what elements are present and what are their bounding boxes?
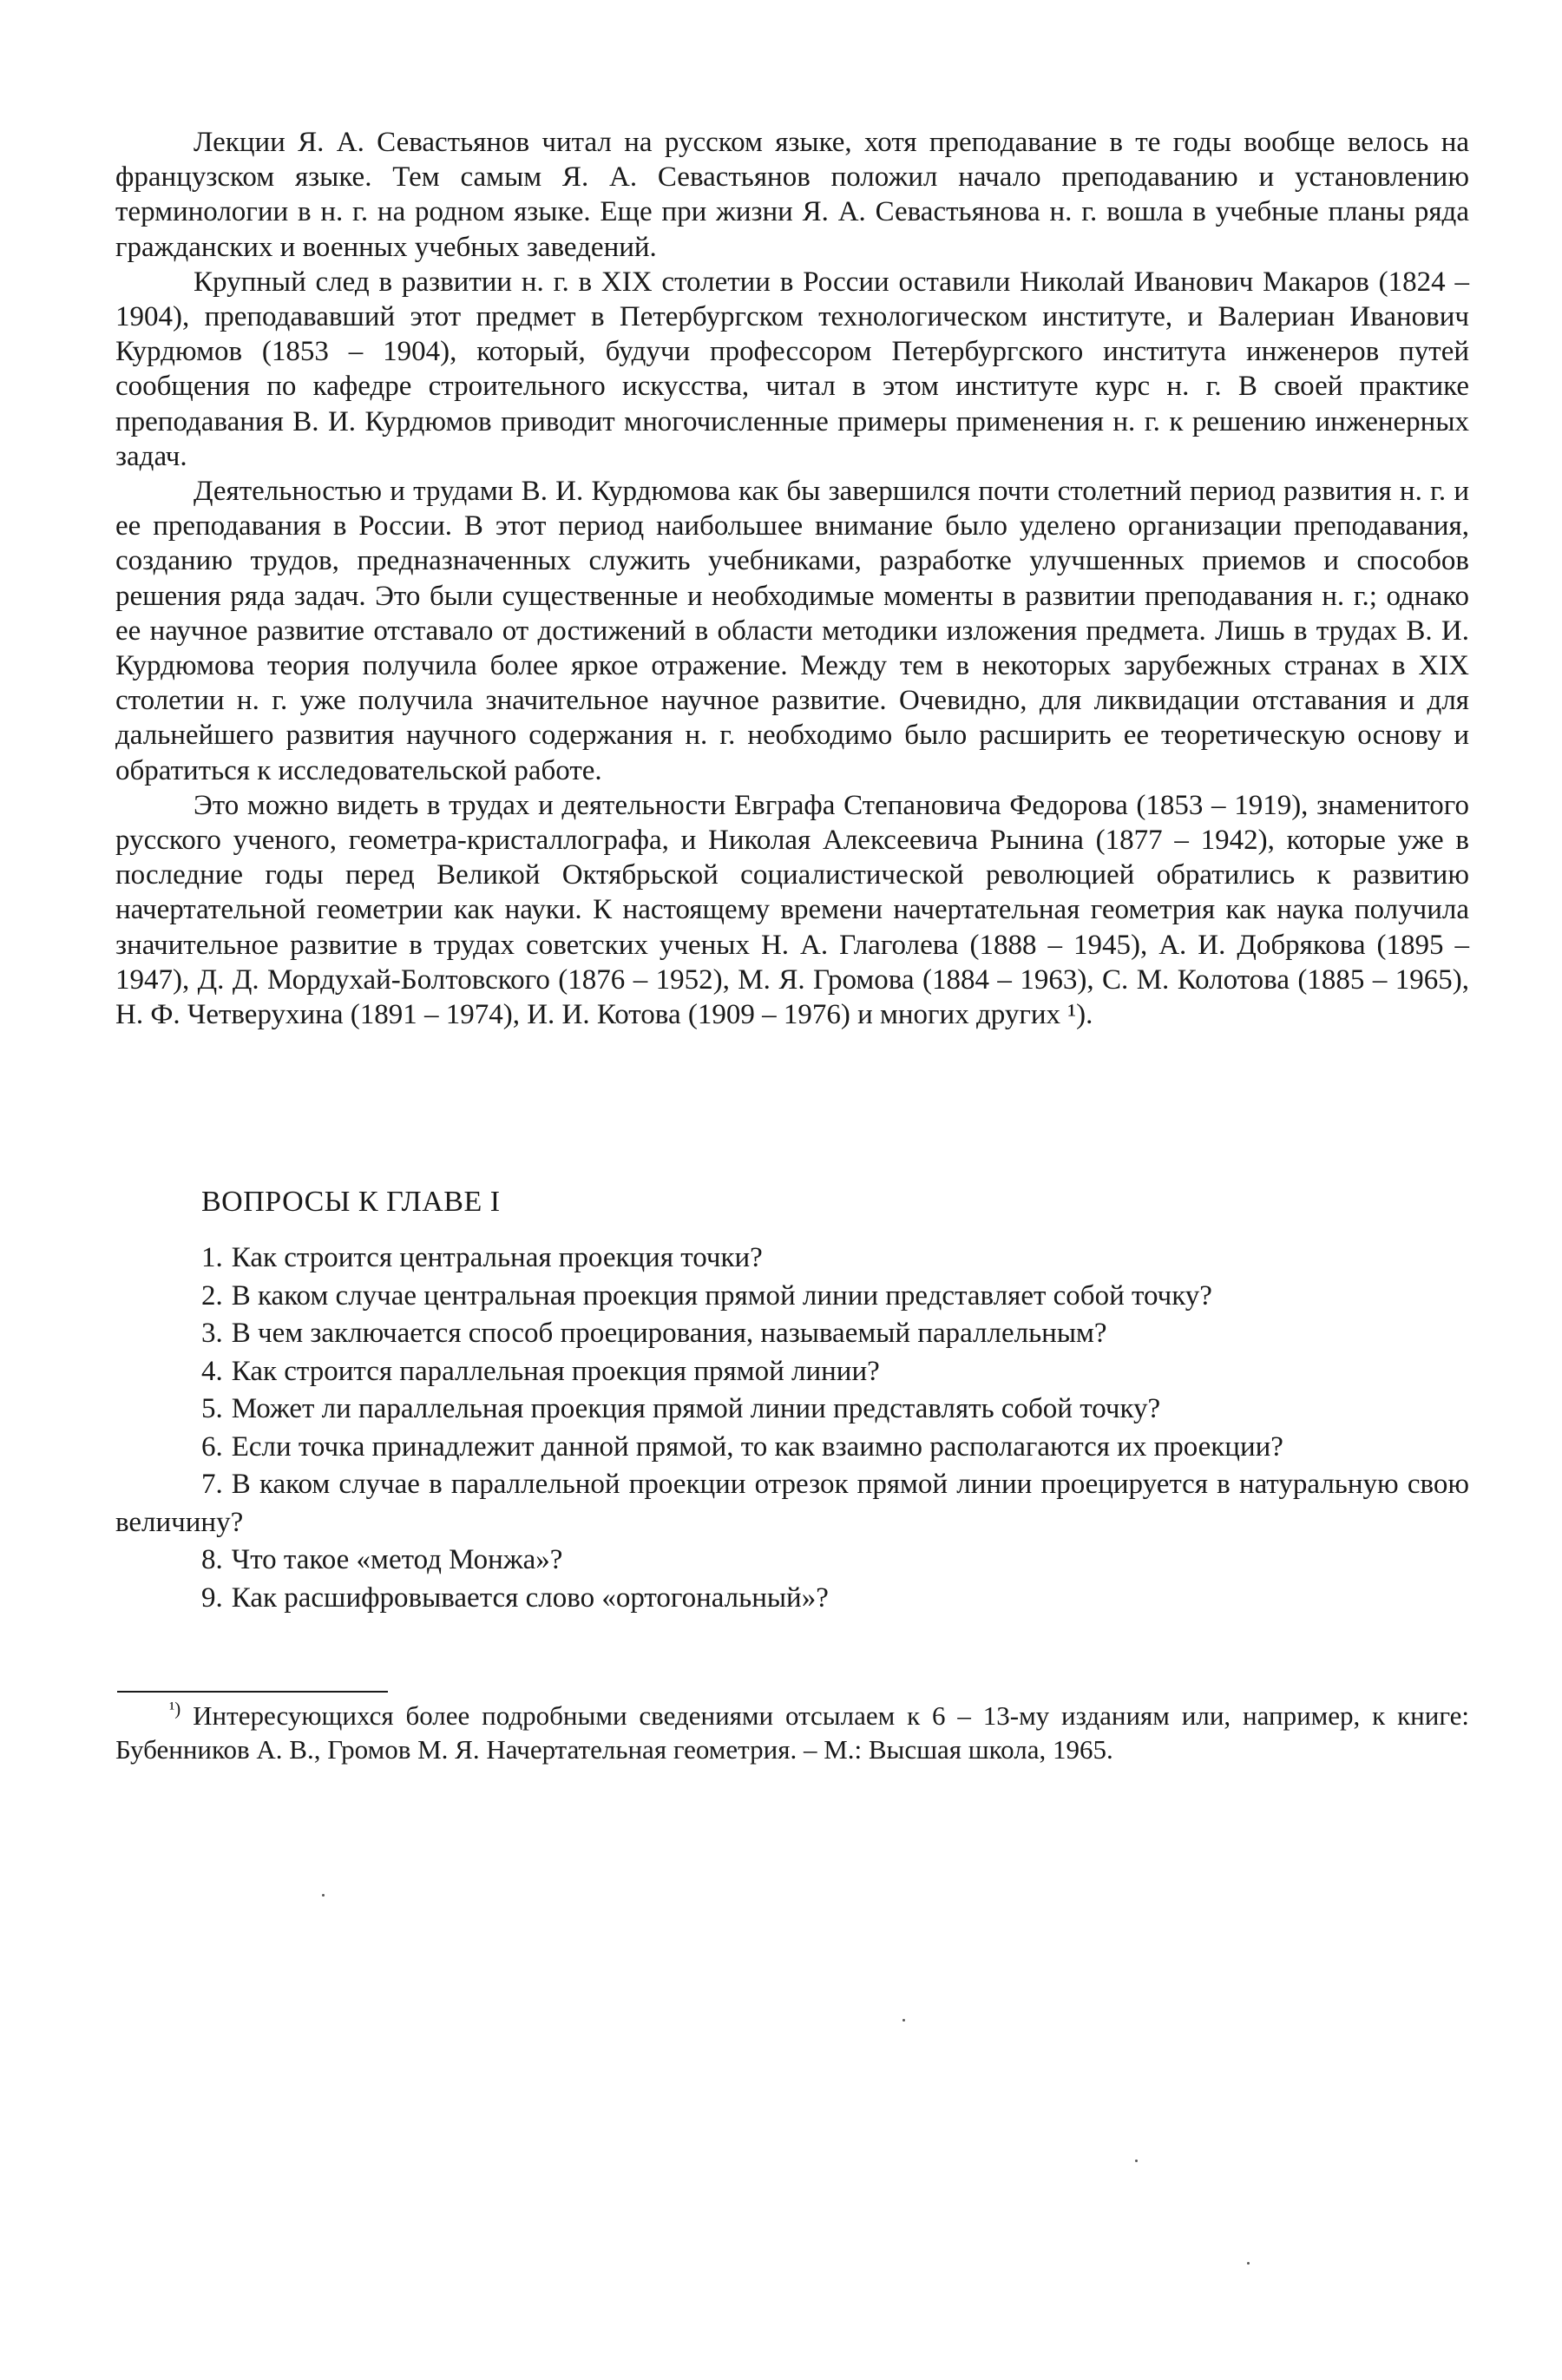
- question-item: [115, 1429, 1469, 1467]
- question-item: [115, 1391, 1469, 1429]
- footnote-text: Интересующихся более подробными сведениями отсылаем к 6 – 13-му изданиям или, например, к книге: Бубенников А. В., Громов М. Я. Начертательная геометрия. – М.: Высшая школа, 1965.: [115, 1700, 1470, 1765]
- question-text: Как строится параллельная проекция прямой линии?: [231, 1355, 880, 1387]
- question-text: Что такое «метод Монжа»?: [231, 1544, 563, 1575]
- question-number: 8.: [201, 1544, 223, 1575]
- question-number: 4.: [201, 1355, 223, 1387]
- question-number: 6.: [201, 1430, 223, 1463]
- question-number: 7.: [201, 1469, 223, 1500]
- paragraph-fedorov-rynin: Это можно видеть в трудах и деятельности Евграфа Степановича Федорова (1853 – 1919), знаменитого русского ученого, геометра-кристаллографа, и Николая Алексеевича Рынина (1877 – 1942), которые уже в последние годы перед Великой Октябрьской социалистической революцией обратились к развитию начертательной геометрии как науки. К настоящему времени начертательная геометрия как наука получила значительное развитие в трудах советских ученых Н. А. Глаголева (1888 – 1945), А. И. Добрякова (1895 – 1947), Д. Д. Мордухай-Болтовского (1876 – 1952), М. Я. Громова (1884 – 1963), С. М. Колотова (1885 – 1965), Н. Ф. Четверухина (1891 – 1974), И. И. Котова (1909 – 1976) и многих других ¹).: [115, 789, 1469, 1031]
- question-number: 9.: [201, 1581, 223, 1614]
- scan-speck: [902, 2019, 905, 2022]
- question-text: Может ли параллельная проекция прямой линии представлять собой точку?: [231, 1393, 1161, 1424]
- paragraph-sevastyanov: Лекции Я. А. Севастьянов читал на русском языке, хотя преподавание в те годы вообще велось на французском языке. Тем самым Я. А. Севастьянов положил начало преподаванию и установлению терминологии в н. г. на родном языке. Еще при жизни Я. А. Севастьянова н. г. вошла в учебные планы ряда гражданских и военных учебных заведений.: [115, 127, 1469, 263]
- paragraph-kurdyumov-period: Деятельностью и трудами В. И. Курдюмова как бы завершился почти столетний период развития н. г. и ее преподавания в России. В этот период наибольшее внимание было уделено организации преподавания, созданию трудов, предназначенных служить учебниками, разработке улучшенных приемов и способов решения ряда задач. Это были существенные и необходимые моменты в развитии преподавания н. г.; однако ее научное развитие отставало от достижений в области методики изложения предмета. Лишь в трудах В. И. Курдюмова теория получила более яркое отражение. Между тем в некоторых зарубежных странах в XIX столетии н. г. уже получила значительное научное развитие. Очевидно, для ликвидации отставания и для дальнейшего развития научного содержания н. г. необходимо было расширить ее теоретическую основу и обратиться к исследовательской работе.: [115, 476, 1469, 786]
- question-number: 1.: [201, 1242, 223, 1273]
- question-item: [115, 1580, 1469, 1618]
- question-text: Если точка принадлежит данной прямой, то как взаимно располагаются их проекции?: [231, 1430, 1283, 1463]
- scan-speck: [1135, 2160, 1138, 2162]
- paragraph-makarov-kurdyumov: Крупный след в развитии н. г. в XIX столетии в России оставили Николай Иванович Макаров (1824 – 1904), преподававший этот предмет в Петербургском технологическом институте, и Валериан Иванович Курдюмов (1853 – 1904), который, будучи профессором Петербургского института инженеров путей сообщения по кафедре строительного искусства, читал в этом институте курс н. г. В своей практике преподавания В. И. Курдюмов приводит многочисленные примеры применения н. г. к решению инженерных задач.: [115, 266, 1469, 472]
- question-item: [115, 1466, 1469, 1542]
- question-text: В каком случае в параллельной проекции отрезок прямой линии проецируется в натуральную свою величину?: [115, 1469, 1469, 1538]
- question-item: [115, 1542, 1469, 1580]
- scan-speck: [322, 1894, 325, 1897]
- question-number: 3.: [201, 1318, 223, 1349]
- question-text: Как строится центральная проекция точки?: [231, 1242, 763, 1273]
- main-text: [115, 125, 1469, 1032]
- question-text: В чем заключается способ проецирования, называемый параллельным?: [231, 1318, 1107, 1349]
- chapter-questions-heading: ВОПРОСЫ К ГЛАВЕ I: [201, 1186, 501, 1218]
- question-text: В каком случае центральная проекция прямой линии представляет собой точку?: [231, 1279, 1212, 1312]
- question-item: [115, 1239, 1469, 1278]
- footnote: [115, 1700, 1469, 1766]
- question-number: 2.: [201, 1279, 223, 1312]
- questions-list: [115, 1239, 1469, 1617]
- scan-speck: [1247, 2262, 1250, 2265]
- footnote-marker: ¹): [169, 1698, 181, 1719]
- question-item: [115, 1315, 1469, 1353]
- footnote-divider: [117, 1691, 388, 1693]
- question-item: [115, 1353, 1469, 1391]
- question-item: [115, 1278, 1469, 1316]
- question-number: 5.: [201, 1393, 223, 1424]
- question-text: Как расшифровывается слово «ортогональный»?: [231, 1581, 829, 1614]
